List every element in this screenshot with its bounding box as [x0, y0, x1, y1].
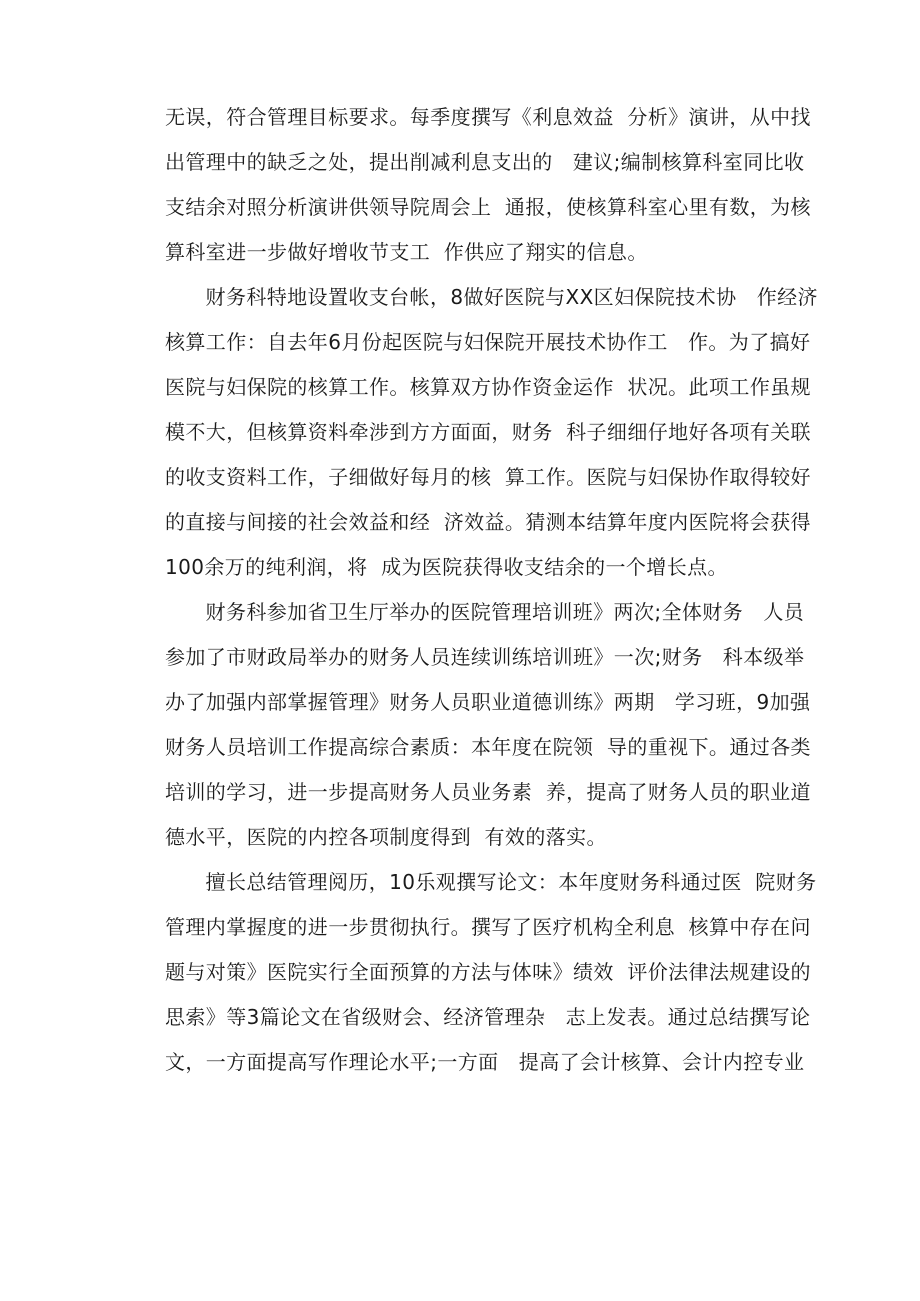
text-line: 的收支资料工作，子细做好每月的核 算工作。医院与妇保协作取得较好 [165, 465, 811, 489]
document-body [165, 95, 818, 1085]
text-line: 的直接与间接的社会效益和经 济效益。猜测本结算年度内医院将会获得 [165, 510, 811, 534]
paragraph-3 [165, 590, 811, 860]
text-line: 培训的学习，进一步提高财务人员业务素 养，提高了财务人员的职业道 [165, 780, 811, 804]
text-line: 无误，符合管理目标要求。每季度撰写《利息效益 分析》演讲，从中找 [165, 105, 811, 129]
paragraph-1 [165, 95, 811, 275]
text-line: 模不大，但核算资料牵涉到方方面面，财务 科子细细仔地好各项有关联 [165, 420, 811, 444]
paragraph-2 [165, 275, 818, 590]
text-line: 文，一方面提高写作理论水平;一方面 提高了会计核算、会计内控专业 [165, 1050, 805, 1074]
text-line: 算科室进一步做好增收节支工 作供应了翔实的信息。 [165, 240, 648, 264]
text-line: 德水平，医院的内控各项制度得到 有效的落实。 [165, 825, 607, 849]
text-line: 题与对策》医院实行全面预算的方法与体味》绩效 评价法律法规建设的 [165, 960, 811, 984]
text-line: 擅长总结管理阅历，10乐观撰写论文：本年度财务科通过医 院财务 [165, 870, 817, 894]
text-line: 财务人员培训工作提高综合素质：本年度在院领 导的重视下。通过各类 [165, 735, 811, 759]
text-line: 支结余对照分析演讲供领导院周会上 通报，使核算科室心里有数，为核 [165, 195, 811, 219]
text-line: 医院与妇保院的核算工作。核算双方协作资金运作 状况。此项工作虽规 [165, 375, 811, 399]
text-line: 财务科特地设置收支台帐，8做好医院与XX区妇保院技术协 作经济 [165, 285, 818, 309]
text-line: 思索》等3篇论文在省级财会、经济管理杂 志上发表。通过总结撰写论 [165, 1005, 811, 1029]
text-line: 100余万的纯利润，将 成为医院获得收支结余的一个增长点。 [165, 555, 728, 579]
text-line: 核算工作：自去年6月份起医院与妇保院开展技术协作工 作。为了搞好 [165, 330, 811, 354]
paragraph-4 [165, 860, 817, 1085]
text-line: 参加了市财政局举办的财务人员连续训练培训班》一次;财务 科本级举 [165, 645, 805, 669]
text-line: 办了加强内部掌握管理》财务人员职业道德训练》两期 学习班，9加强 [165, 690, 811, 714]
text-line: 管理内掌握度的进一步贯彻执行。撰写了医疗机构全利息 核算中存在问 [165, 915, 811, 939]
text-line: 出管理中的缺乏之处，提出削减利息支出的 建议;编制核算科室同比收 [165, 150, 805, 174]
text-line: 财务科参加省卫生厅举办的医院管理培训班》两次;全体财务 人员 [165, 600, 805, 624]
